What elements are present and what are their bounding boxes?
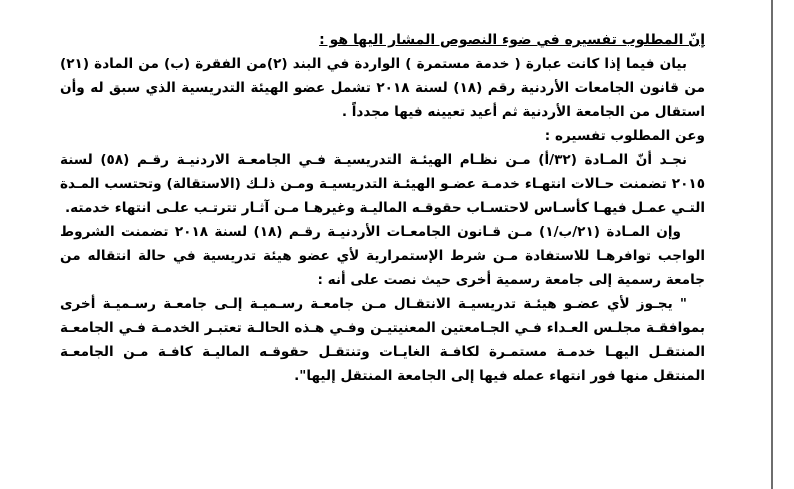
paragraph-intro: وعن المطلوب تفسيره : xyxy=(544,128,705,144)
paragraph-article-21: وإن المـادة (٢١/ب/١) مـن قـانون الجامعـات الأردنيـة رقـم (١٨) لسنة ٢٠١٨ تضمنت الشروط الواجب توافرهـا للاستفادة مـن شرط الإستمرارية لأي عضو هيئة تدريسية في حالة انتقاله من جامعة رسمية إلى جامعة رسمية أخرى حيث نصت على أنه : xyxy=(60,224,705,288)
quoted-text: " يجـوز لأي عضـو هيئـة تدريسيـة الانتقـال مـن جامعـة رسـميـة إلـى جامعـة رسـميـة أخرى بموافقـة مجلـس العـداء فـي الجـامعتين المعنيتيـن وفـي هـذه الحالـة تعتبـر الخدمـة فـي الجامعـة المنتقـل اليهـا خدمـة مستمـرة لكافـة الغايـات وتنتقـل حقوقـه الماليـة كافـة مـن الجامعـة المنتقل منها فور انتهاء عمله فيها إلى الجامعة المنتقل إليها". xyxy=(60,296,705,384)
page-edge xyxy=(771,0,773,489)
paragraph-request: بيان فيما إذا كانت عبارة ( خدمة مستمرة ) الواردة في البند (٢)من الفقرة (ب) من المادة (٢١) من قانون الجامعات الأردنية رقم (١٨) لسنة ٢٠١٨ تشمل عضو الهيئة التدريسية الذي سبق له وأن استقال من الجامعة الأردنية ثم أعيد تعيينه فيها مجدداً . xyxy=(60,56,705,120)
paragraph-article-32: نجـد أنّ المـادة (٣٢/أ) مـن نظـام الهيئـة التدريسيـة فـي الجامعـة الاردنيـة رقـم (٥٨) لسنة ٢٠١٥ تضمنت حـالات انتهـاء خدمـة عضـو الهيئـة التدريسيـة ومـن ذلـك (الاستقالة) وتحتسب المـدة التـي عمـل فيهـا كأسـاس لاحتسـاب حقوقـه الماليـة وغيرهـا مـن آثـار تترتـب علـى انتهاء خدمته. xyxy=(60,152,705,216)
document-body xyxy=(60,28,705,388)
section-heading: إنّ المطلوب تفسيره في ضوء النصوص المشار اليها هو : xyxy=(319,32,705,48)
